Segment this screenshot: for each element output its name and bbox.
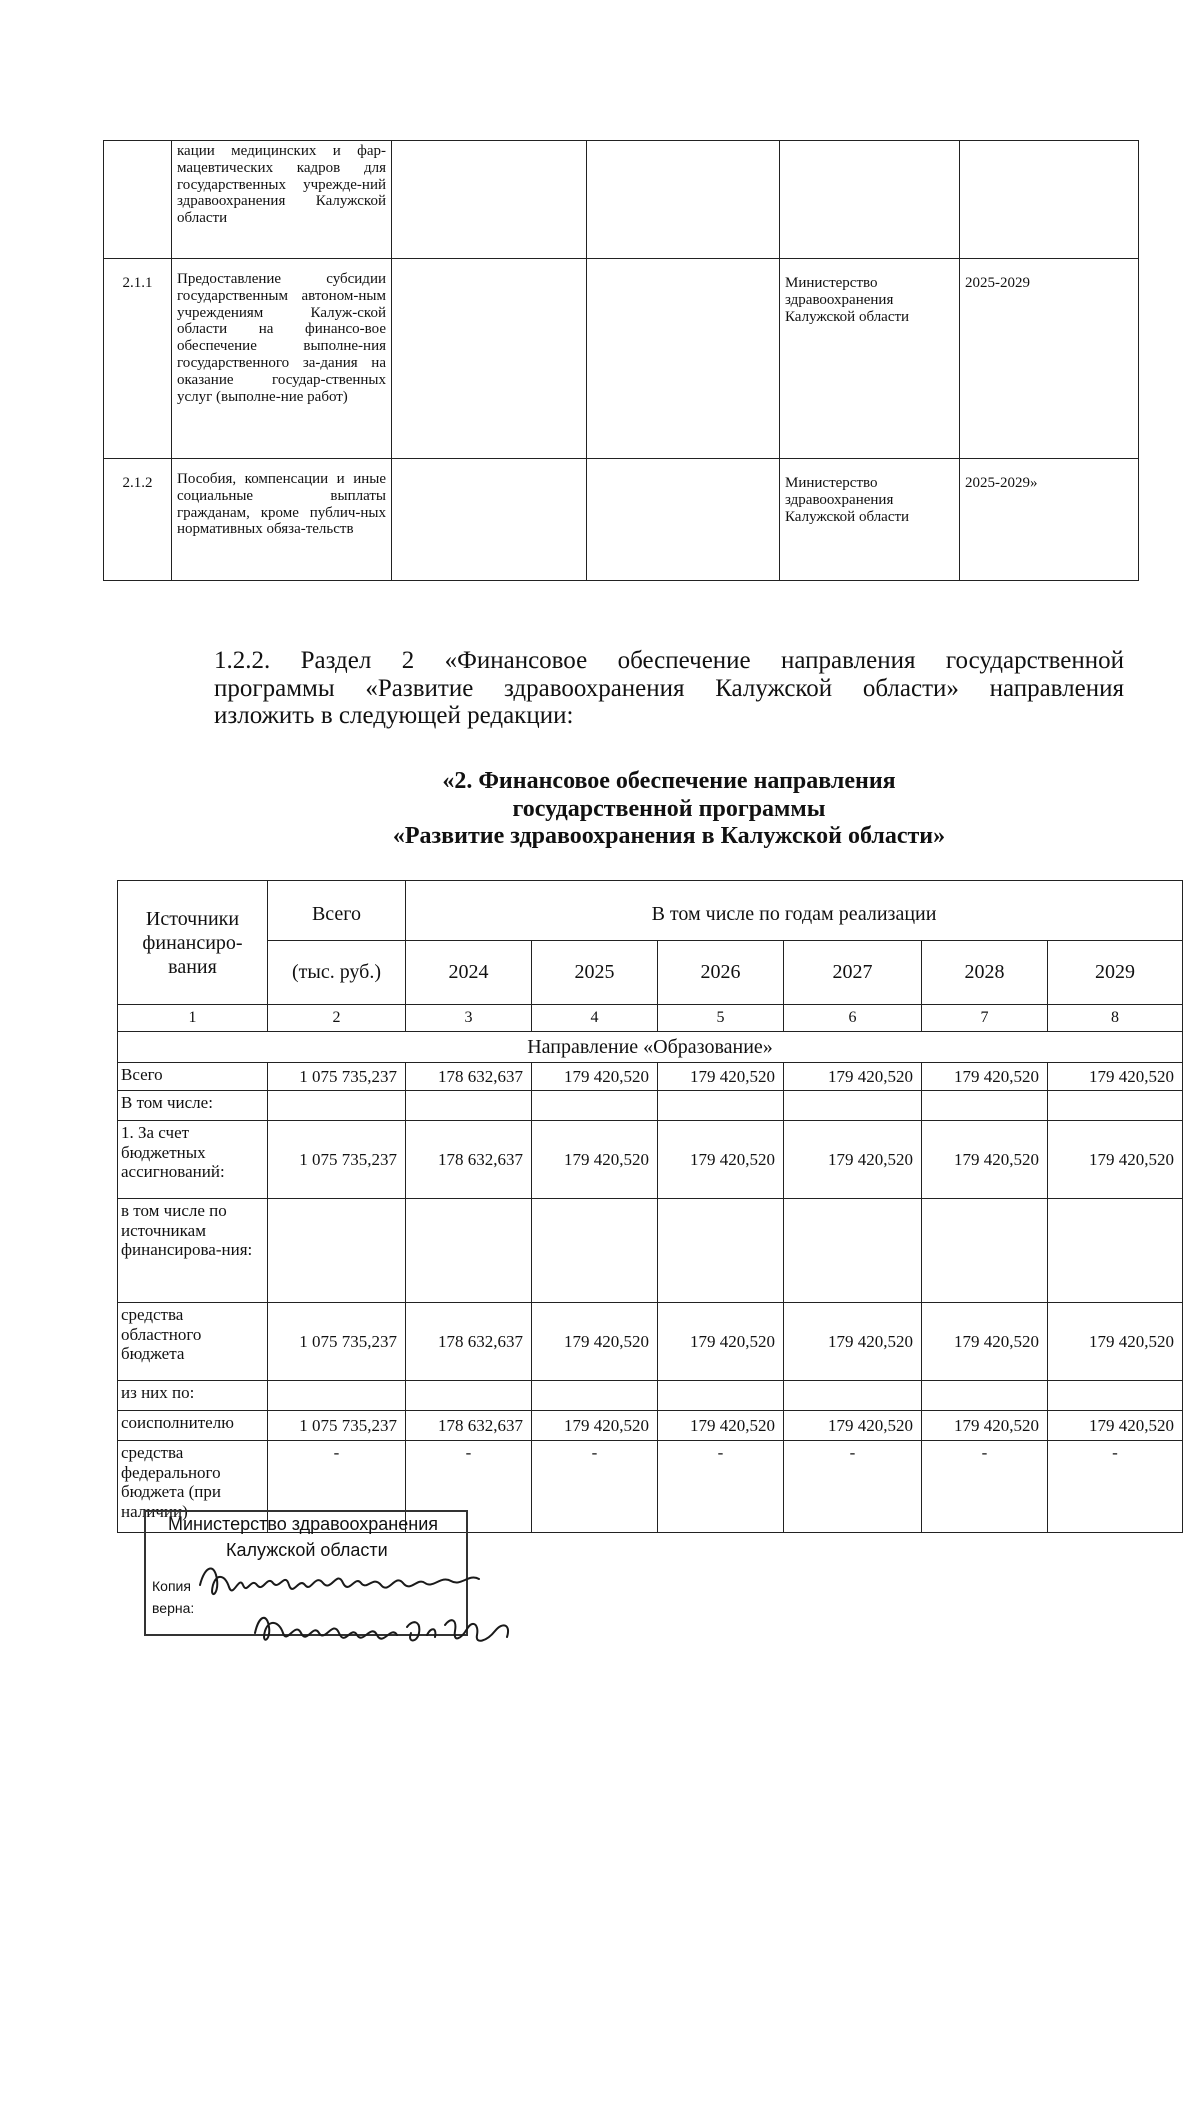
col-header-year: 2025 — [532, 941, 658, 1005]
value-cell: - — [532, 1441, 658, 1533]
amendment-paragraph — [214, 647, 1124, 730]
value-cell — [922, 1199, 1048, 1303]
col-header-by-years: В том числе по годам реализации — [406, 881, 1183, 941]
table-row — [118, 1303, 1183, 1381]
col-header-total: Всего — [268, 881, 406, 941]
value-cell: 179 420,520 — [658, 1121, 784, 1199]
empty-cell — [392, 459, 587, 581]
value-cell — [268, 1091, 406, 1121]
index-cell: 3 — [406, 1005, 532, 1032]
index-cell: 5 — [658, 1005, 784, 1032]
row-number: 2.1.1 — [104, 259, 172, 459]
col-header-unit: (тыс. руб.) — [268, 941, 406, 1005]
row-responsible — [780, 141, 960, 259]
table-row — [118, 1199, 1183, 1303]
value-cell: 178 632,637 — [406, 1063, 532, 1091]
row-number: 2.1.2 — [104, 459, 172, 581]
stamp-copy-word: Копия — [152, 1578, 191, 1594]
value-cell: 179 420,520 — [532, 1411, 658, 1441]
empty-cell — [392, 259, 587, 459]
row-number — [104, 141, 172, 259]
value-cell — [406, 1381, 532, 1411]
value-cell: - — [922, 1441, 1048, 1533]
value-cell — [658, 1381, 784, 1411]
col-header-year: 2029 — [1048, 941, 1183, 1005]
index-cell: 7 — [922, 1005, 1048, 1032]
empty-cell — [392, 141, 587, 259]
value-cell — [268, 1381, 406, 1411]
table-row — [118, 1121, 1183, 1199]
value-cell: 179 420,520 — [784, 1411, 922, 1441]
value-cell — [658, 1091, 784, 1121]
stamp-true-word: верна: — [152, 1600, 195, 1616]
direction-row — [118, 1032, 1183, 1063]
heading-line: государственной программы — [512, 795, 826, 822]
value-cell: 179 420,520 — [532, 1121, 658, 1199]
handwritten-signature — [195, 1555, 535, 1675]
row-label: из них по: — [118, 1381, 268, 1411]
row-label: 1. За счет бюджетных ассигнований: — [118, 1121, 268, 1199]
empty-cell — [587, 141, 780, 259]
row-label: средства областного бюджета — [118, 1303, 268, 1381]
heading-line: «Развитие здравоохранения в Калужской области» — [392, 823, 946, 850]
value-cell — [268, 1199, 406, 1303]
value-cell — [532, 1381, 658, 1411]
value-cell: 1 075 735,237 — [268, 1121, 406, 1199]
table-row — [118, 1091, 1183, 1121]
row-label: в том числе по источникам финансирова-ния: — [118, 1199, 268, 1303]
row-description: Пособия, компенсации и иные социальные выплаты гражданам, кроме публич-ных нормативных обяза-тельств — [172, 459, 392, 581]
value-cell: - — [1048, 1441, 1183, 1533]
heading-line: «2. Финансовое обеспечение направления — [442, 768, 896, 794]
row-term: 2025-2029» — [960, 459, 1139, 581]
row-label: Всего — [118, 1063, 268, 1091]
value-cell: 179 420,520 — [784, 1063, 922, 1091]
value-cell: 179 420,520 — [922, 1063, 1048, 1091]
empty-cell — [587, 259, 780, 459]
index-cell: 1 — [118, 1005, 268, 1032]
value-cell — [1048, 1091, 1183, 1121]
value-cell — [922, 1381, 1048, 1411]
col-header-year: 2026 — [658, 941, 784, 1005]
value-cell — [784, 1091, 922, 1121]
section-heading — [214, 768, 1124, 851]
index-cell: 8 — [1048, 1005, 1183, 1032]
table-row — [118, 1381, 1183, 1411]
row-label: В том числе: — [118, 1091, 268, 1121]
value-cell: 179 420,520 — [922, 1411, 1048, 1441]
value-cell: - — [268, 1441, 406, 1533]
table-row — [118, 1063, 1183, 1091]
row-term — [960, 141, 1139, 259]
index-row — [118, 1005, 1183, 1032]
value-cell — [406, 1199, 532, 1303]
row-label: соисполнителю — [118, 1411, 268, 1441]
value-cell: 179 420,520 — [784, 1121, 922, 1199]
row-term: 2025-2029 — [960, 259, 1139, 459]
col-header-year: 2027 — [784, 941, 922, 1005]
value-cell: 179 420,520 — [922, 1121, 1048, 1199]
value-cell: 179 420,520 — [532, 1303, 658, 1381]
value-cell: 179 420,520 — [532, 1063, 658, 1091]
value-cell: 179 420,520 — [922, 1303, 1048, 1381]
value-cell: 178 632,637 — [406, 1411, 532, 1441]
value-cell — [658, 1199, 784, 1303]
index-cell: 4 — [532, 1005, 658, 1032]
value-cell: 179 420,520 — [658, 1411, 784, 1441]
empty-cell — [587, 459, 780, 581]
value-cell: 179 420,520 — [658, 1303, 784, 1381]
paragraph-line: изложить в следующей редакции: — [214, 702, 574, 729]
row-label: средства федерального бюджета (при наличии) — [118, 1441, 268, 1533]
value-cell: 1 075 735,237 — [268, 1303, 406, 1381]
value-cell: 1 075 735,237 — [268, 1063, 406, 1091]
table-row — [104, 459, 1139, 581]
value-cell — [922, 1091, 1048, 1121]
direction-title: Направление «Образование» — [118, 1032, 1183, 1063]
index-cell: 2 — [268, 1005, 406, 1032]
row-responsible: Министерство здравоохранения Калужской области — [780, 459, 960, 581]
table-row — [104, 259, 1139, 459]
value-cell — [784, 1199, 922, 1303]
row-responsible: Министерство здравоохранения Калужской области — [780, 259, 960, 459]
index-cell: 6 — [784, 1005, 922, 1032]
value-cell: 179 420,520 — [658, 1063, 784, 1091]
value-cell: 179 420,520 — [1048, 1303, 1183, 1381]
value-cell: 179 420,520 — [1048, 1411, 1183, 1441]
table-row — [104, 141, 1139, 259]
activities-table — [103, 140, 1139, 581]
paragraph-line: 1.2.2. Раздел 2 «Финансовое обеспечение направления государственной — [214, 647, 1124, 674]
paragraph-line: программы «Развитие здравоохранения Калужской области» направления — [214, 674, 1124, 702]
value-cell: 179 420,520 — [784, 1303, 922, 1381]
stamp-org-line: Калужской области — [226, 1540, 388, 1560]
value-cell: 179 420,520 — [1048, 1063, 1183, 1091]
value-cell — [406, 1091, 532, 1121]
value-cell: 178 632,637 — [406, 1303, 532, 1381]
value-cell: - — [658, 1441, 784, 1533]
finance-table — [117, 880, 1183, 1533]
value-cell: 178 632,637 — [406, 1121, 532, 1199]
value-cell — [1048, 1199, 1183, 1303]
stamp-org-line: Министерство здравоохранения — [168, 1514, 438, 1534]
value-cell: - — [784, 1441, 922, 1533]
row-description: Предоставление субсидии государственным автоном-ным учреждениям Калуж-ской области на финансо-вое обеспечение выполне-ния государственного за-дания на оказание государ-ственных услуг (выполне-ние работ) — [172, 259, 392, 459]
value-cell: 1 075 735,237 — [268, 1411, 406, 1441]
value-cell — [1048, 1381, 1183, 1411]
col-header-year: 2028 — [922, 941, 1048, 1005]
col-header-sources: Источники финансиро-вания — [118, 881, 268, 1005]
value-cell: - — [406, 1441, 532, 1533]
value-cell — [532, 1199, 658, 1303]
value-cell — [784, 1381, 922, 1411]
value-cell — [532, 1091, 658, 1121]
table-row — [118, 1411, 1183, 1441]
value-cell: 179 420,520 — [1048, 1121, 1183, 1199]
col-header-year: 2024 — [406, 941, 532, 1005]
row-description: кации медицинских и фар-мацевтических кадров для государственных учрежде-ний здравоохранения Калужской области — [172, 141, 392, 259]
